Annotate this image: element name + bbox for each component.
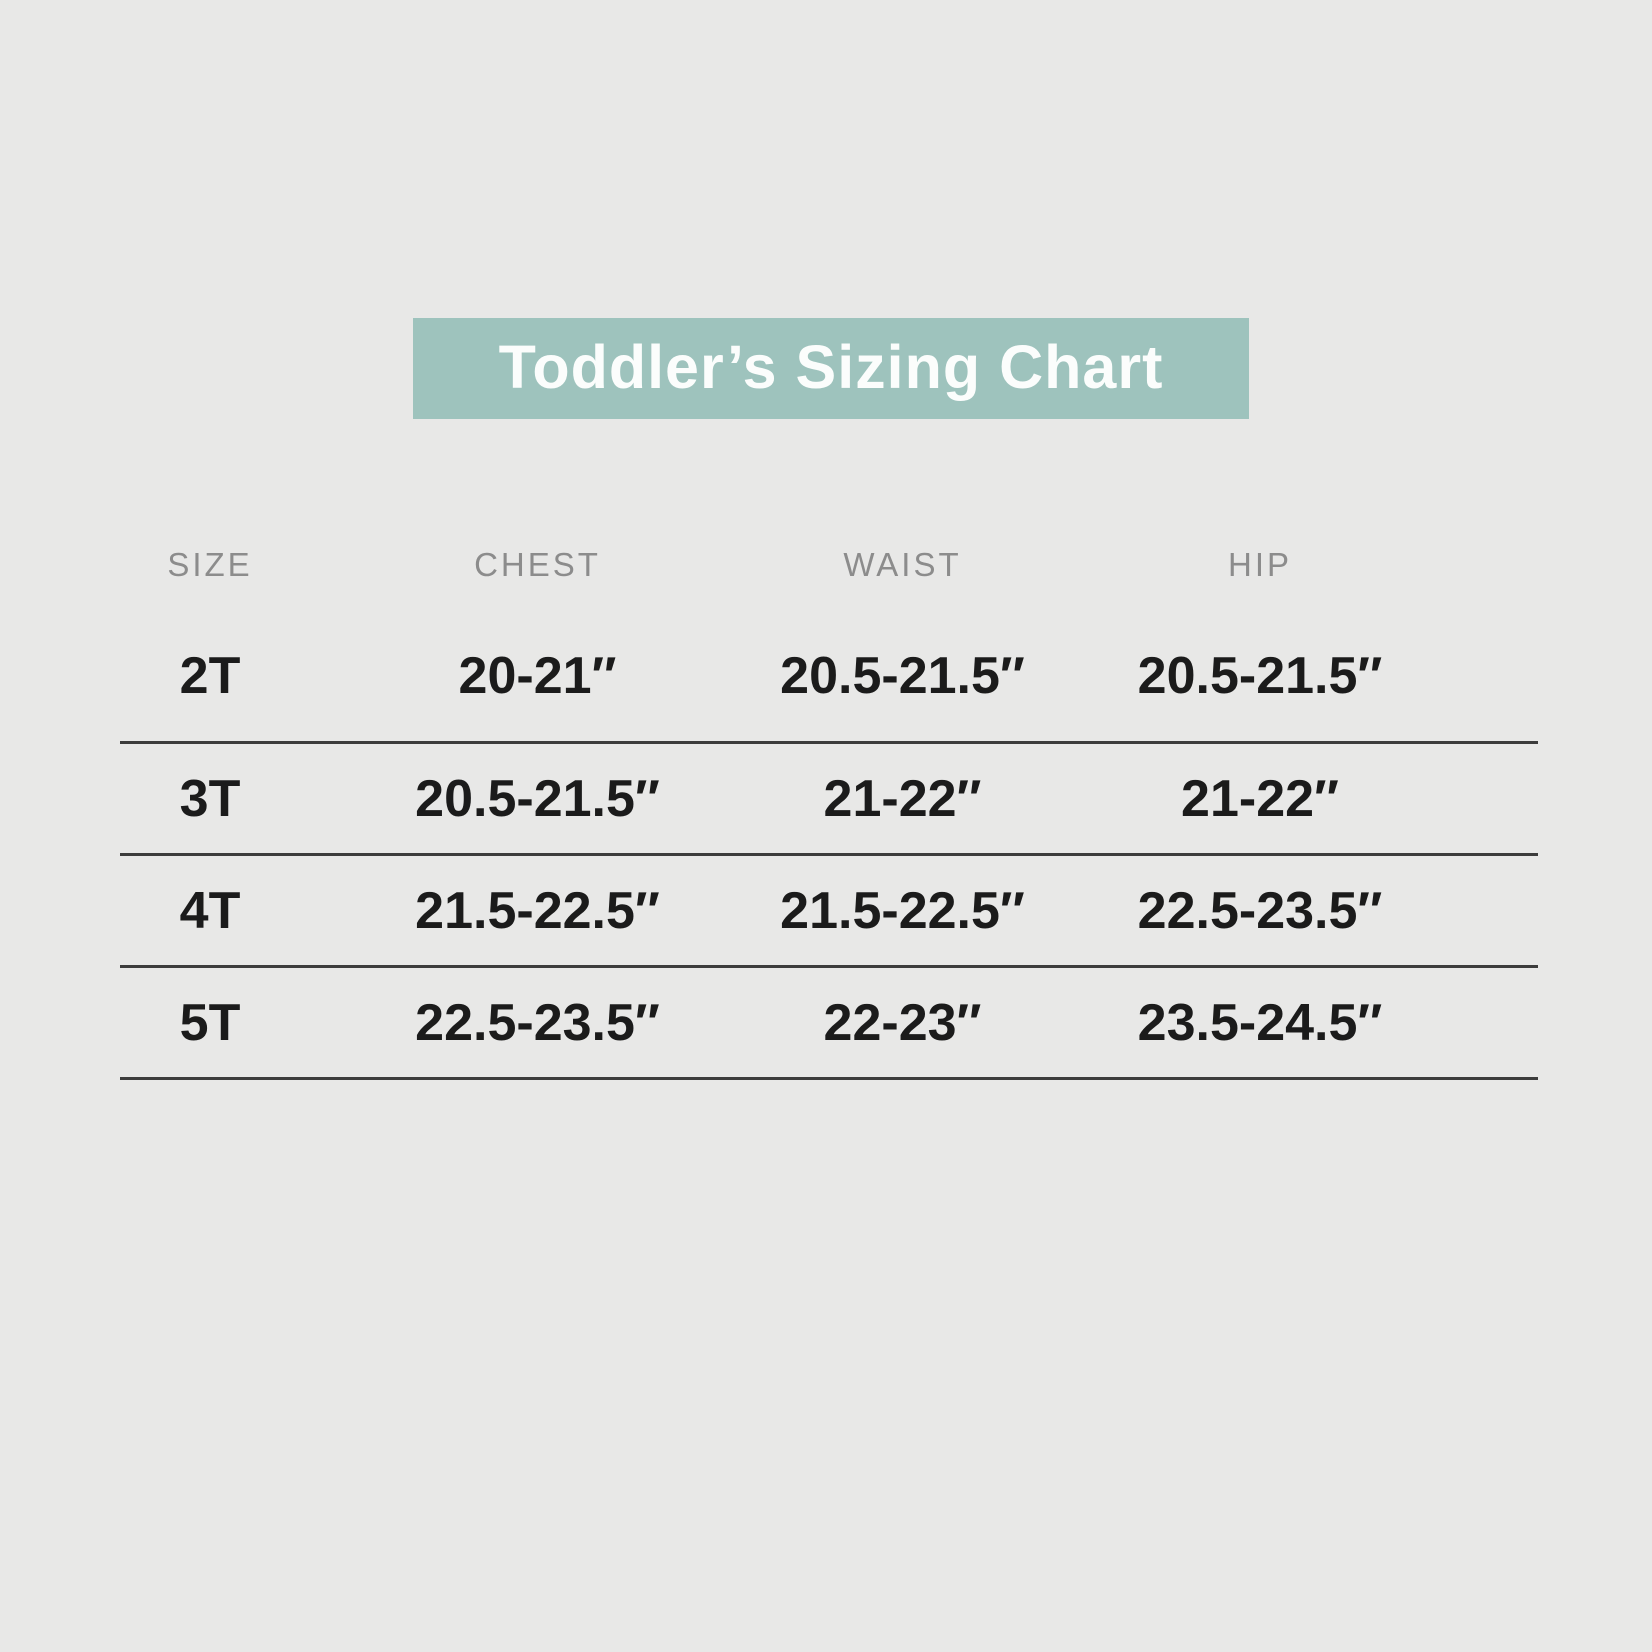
- page-title: Toddler’s Sizing Chart: [498, 332, 1164, 401]
- table-row-4t: [120, 856, 1538, 968]
- column-header-size: SIZE: [167, 546, 253, 583]
- chest-value: 22.5-23.5″: [415, 993, 660, 1052]
- size-label: 3T: [179, 769, 241, 828]
- table-row-2t: [120, 610, 1538, 744]
- size-label: 4T: [179, 881, 241, 940]
- chest-value: 20.5-21.5″: [415, 769, 660, 828]
- column-header-chest: CHEST: [474, 546, 601, 583]
- size-label: 2T: [179, 646, 241, 705]
- size-label: 5T: [179, 993, 241, 1052]
- table-header-row: [120, 520, 1538, 610]
- waist-value: 21.5-22.5″: [780, 881, 1025, 940]
- waist-value: 20.5-21.5″: [780, 646, 1025, 705]
- column-header-waist: WAIST: [843, 546, 962, 583]
- hip-value: 22.5-23.5″: [1137, 881, 1383, 940]
- table-row-5t: [120, 968, 1538, 1080]
- sizing-table: [120, 520, 1538, 1080]
- column-header-hip: HIP: [1227, 546, 1292, 583]
- chest-value: 21.5-22.5″: [415, 881, 660, 940]
- chest-value: 20-21″: [458, 646, 617, 705]
- waist-value: 22-23″: [823, 993, 982, 1052]
- hip-value: 20.5-21.5″: [1137, 646, 1383, 705]
- title-banner: [413, 318, 1249, 419]
- waist-value: 21-22″: [823, 769, 982, 828]
- hip-value: 21-22″: [1181, 769, 1339, 828]
- hip-value: 23.5-24.5″: [1137, 993, 1383, 1052]
- table-row-3t: [120, 744, 1538, 856]
